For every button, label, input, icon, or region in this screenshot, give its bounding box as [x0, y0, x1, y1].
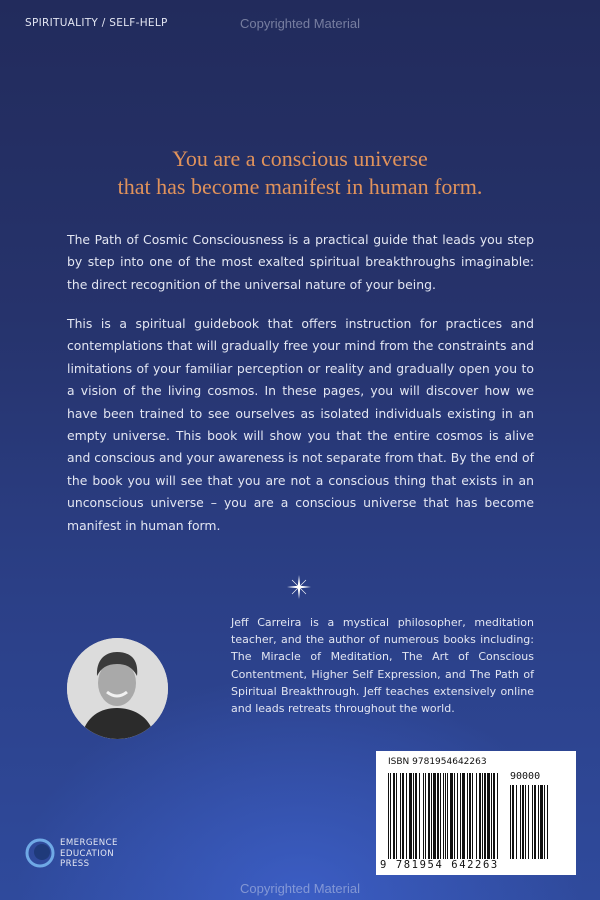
barcode-digits: 9 781954 642263	[380, 859, 499, 871]
publisher-circle-icon	[25, 838, 55, 868]
isbn-label: ISBN 9781954642263	[388, 757, 487, 767]
price-code: 90000	[510, 771, 541, 782]
description-paragraph-2: This is a spiritual guidebook that offers instruction for practices and contemplations that will gradually free your mind from the constraints and limitations of your familiar perception or reality and gradually open you to a vision of the living cosmos. In these pages, you will discover how we have been trained to see ourselves as isolated individuals existing in an empty universe. This book will show you that the entire cosmos is alive and conscious and your awareness is not separate from that. By the end of the book you will see that you are not a conscious thing that exists in an unconscious universe – you are a conscious universe that has become manifest in human form.	[67, 316, 534, 533]
headline-line-1: You are a conscious universe	[172, 146, 428, 171]
copyright-watermark-bottom: Copyrighted Material	[240, 881, 360, 896]
barcode-bars-icon	[388, 773, 506, 859]
publisher-logo	[25, 838, 155, 878]
publisher-name	[60, 838, 118, 870]
sparkle-star-icon	[287, 575, 311, 599]
publisher-name-line-2: EDUCATION	[60, 848, 115, 859]
publisher-name-line-1: EMERGENCE	[60, 838, 118, 848]
author-photo	[67, 638, 168, 739]
barcode-addon-bars-icon	[510, 785, 564, 859]
headline-line-2: that has become manifest in human form.	[117, 174, 483, 199]
publisher-name-line-3: PRESS	[60, 859, 90, 870]
author-bio: Jeff Carreira is a mystical philosopher, meditation teacher, and the author of numerous books including: The Miracle of Meditation, The Art of Conscious Contentment, Higher Self Expression, and The Path of Spiritual Breakthrough. Jeff teaches extensively online and leads retreats throughout the world.	[231, 616, 534, 716]
copyright-watermark-top: Copyrighted Material	[240, 16, 360, 31]
author-portrait-icon	[67, 638, 168, 739]
category-label: SPIRITUALITY / SELF-HELP	[25, 17, 168, 29]
isbn-barcode	[376, 751, 576, 875]
headline-quote	[40, 145, 560, 201]
description-paragraph-1: The Path of Cosmic Consciousness is a practical guide that leads you step by step into one of the most exalted spiritual breakthroughs imaginable: the direct recognition of the universal nature of your being.	[67, 232, 534, 292]
